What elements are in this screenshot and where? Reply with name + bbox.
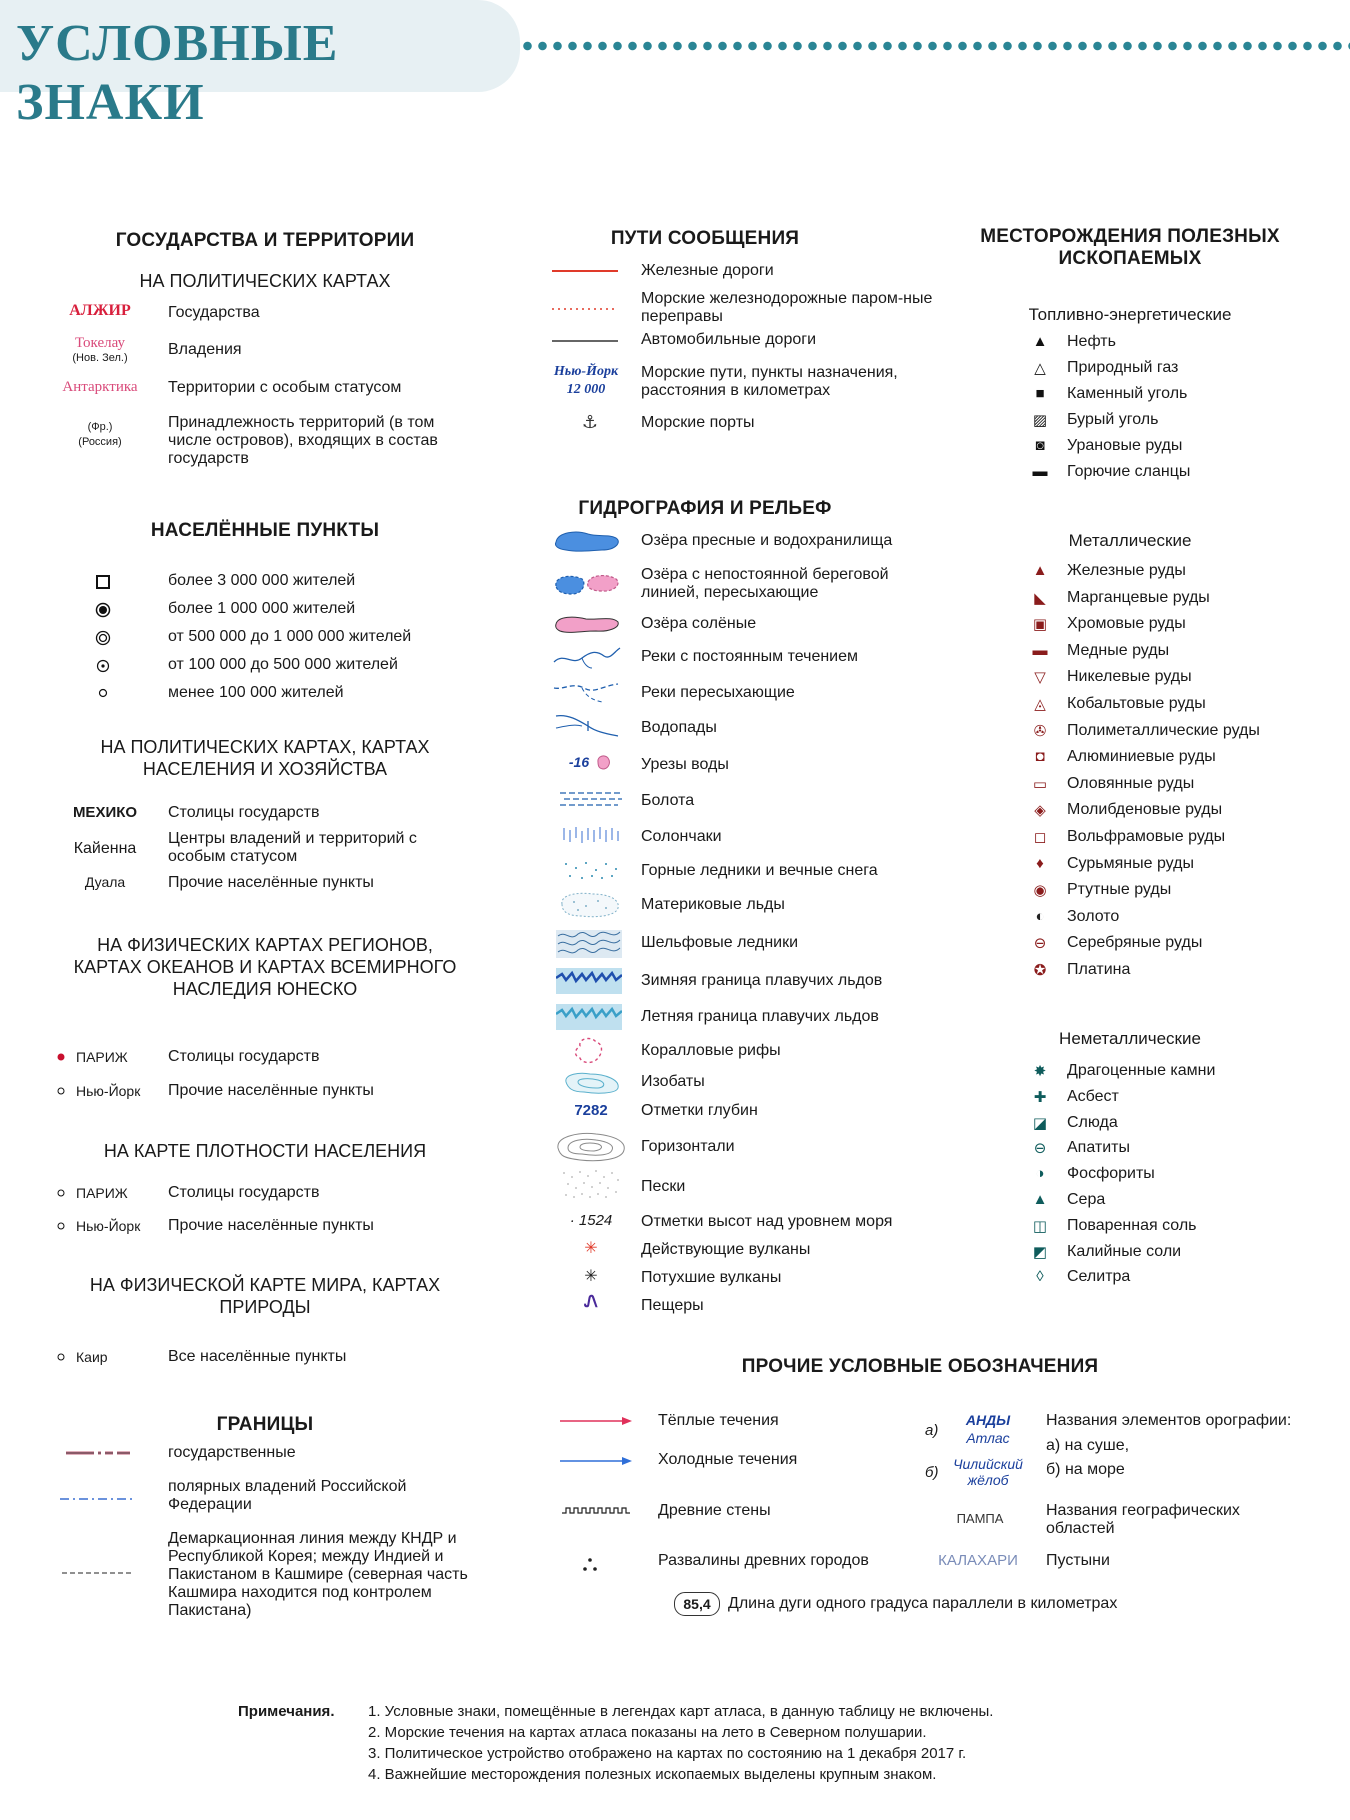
mineral-icon: ▬ xyxy=(1032,641,1048,659)
density-town-label: Прочие населённые пункты xyxy=(168,1217,374,1234)
glacier-icon xyxy=(560,858,622,882)
density-capital-label: Столицы государств xyxy=(168,1184,320,1201)
port-label: Морские порты xyxy=(641,414,755,431)
mineral-icon: ▽ xyxy=(1034,669,1046,687)
density-town-icon xyxy=(56,1221,66,1231)
contour-icon xyxy=(554,1130,628,1164)
settlement-label: более 3 000 000 жителей xyxy=(168,572,356,589)
density-town-sample: Нью-Йорк xyxy=(76,1218,141,1234)
hydro-label: Озёра пресные и водохранилища xyxy=(641,532,893,549)
mineral-label: Никелевые руды xyxy=(1067,668,1192,686)
hydro-label: Шельфовые ледники xyxy=(641,934,799,951)
mineral-icon: ✚ xyxy=(1033,1088,1047,1106)
hydro-label: Отметки высот над уровнем моря xyxy=(641,1213,893,1230)
anchor-icon: ⚓ xyxy=(581,412,599,432)
border-state-label: государственные xyxy=(168,1444,296,1461)
ancient-wall-label: Древние стены xyxy=(658,1502,771,1519)
capital-label: Столицы государств xyxy=(168,804,320,821)
orography-b-marker: б) xyxy=(925,1464,939,1481)
depth-mark-sample: 7282 xyxy=(574,1102,608,1119)
capital-sample: МЕХИКО xyxy=(72,804,138,821)
orography-sea-sample: Чилийский xyxy=(953,1456,1023,1472)
mineral-label: Вольфрамовые руды xyxy=(1067,828,1226,845)
mineral-icon: ◫ xyxy=(1032,1217,1048,1235)
world-map-heading: НА ФИЗИЧЕСКОЙ КАРТЕ МИРА, КАРТАХ ПРИРОДЫ xyxy=(89,1275,441,1317)
mineral-label: Фосфориты xyxy=(1067,1165,1155,1183)
borders-heading: ГРАНИЦЫ xyxy=(216,1414,314,1435)
hydro-label: Озёра с непостоянной береговой линией, пересыхающие xyxy=(641,566,889,601)
hydro-label: Озёра солёные xyxy=(641,615,757,632)
title-banner xyxy=(0,0,520,131)
affiliation-label: Принадлежность территорий (в том числе островов), входящих в состав государств xyxy=(168,414,438,467)
world-town-sample: Каир xyxy=(76,1349,108,1365)
settlement-label: менее 100 000 жителей xyxy=(168,684,344,701)
physical-town-label: Прочие населённые пункты xyxy=(168,1082,374,1099)
territory-center-label: Центры владений и территорий с особым статусом xyxy=(168,830,417,865)
mineral-icon: ◘ xyxy=(1035,748,1045,766)
hydro-label: Пески xyxy=(641,1178,686,1195)
mineral-label: Серебряные руды xyxy=(1067,934,1203,952)
other-settlement-label: Прочие населённые пункты xyxy=(168,874,374,891)
hydro-label: Пещеры xyxy=(641,1297,704,1314)
mineral-label: Сурьмяные руды xyxy=(1067,854,1194,872)
polar-border-line xyxy=(60,1494,132,1504)
physical-capital-sample: ПАРИЖ xyxy=(76,1049,128,1065)
affiliation-sample-2: (Россия) xyxy=(78,436,122,448)
winter-ice-icon xyxy=(556,968,622,994)
salt-lake-icon xyxy=(552,612,622,636)
railway-label: Железные дороги xyxy=(641,262,774,279)
mineral-icon: ◬ xyxy=(1034,696,1046,713)
water-level-icon xyxy=(594,752,614,772)
sea-route-label: Морские пути, пункты назначения, расстояния в километрах xyxy=(641,364,898,399)
arc-length-badge: 85,4 xyxy=(674,1592,720,1616)
waterfall-icon xyxy=(552,710,622,740)
active-volcano-icon: ✳ xyxy=(584,1240,598,1257)
mineral-label: Золото xyxy=(1067,907,1120,925)
fuel-heading: Топливно-энергетические xyxy=(1028,305,1232,324)
world-town-icon xyxy=(56,1352,66,1362)
road-label: Автомобильные дороги xyxy=(641,331,817,348)
orography-sea-sample-2: жёлоб xyxy=(967,1472,1009,1488)
mineral-icon: ✪ xyxy=(1033,962,1047,979)
note-item: 3. Политическое устройство отображено на картах по состоянию на 1 декабря 2017 г. xyxy=(368,1745,967,1762)
mineral-icon: ▲ xyxy=(1032,1191,1048,1208)
mineral-label: Марганцевые руды xyxy=(1067,588,1210,606)
dependency-label: Владения xyxy=(168,341,242,358)
mineral-label: Оловянные руды xyxy=(1067,774,1195,792)
hydro-label: Потухшие вулканы xyxy=(641,1269,782,1286)
salt-marsh-icon xyxy=(560,824,622,846)
mineral-icon: ◩ xyxy=(1032,1243,1048,1261)
circle-1m-icon xyxy=(95,602,111,618)
orography-label: Названия элементов орографии: xyxy=(1046,1412,1292,1429)
mineral-icon: ♦ xyxy=(1036,854,1044,872)
settlement-label: более 1 000 000 жителей xyxy=(168,600,356,617)
settlement-label: от 100 000 до 500 000 жителей xyxy=(168,656,398,673)
mineral-icon: ▣ xyxy=(1032,616,1048,634)
hydro-label: Действующие вулканы xyxy=(641,1241,811,1258)
mineral-label: Слюда xyxy=(1067,1113,1118,1131)
mineral-icon: ▨ xyxy=(1032,412,1048,429)
warm-current-label: Тёплые течения xyxy=(658,1412,779,1429)
ferry-line xyxy=(552,306,618,312)
note-item: 2. Морские течения на картах атласа показаны на лето в Северном полушарии. xyxy=(368,1724,927,1741)
mineral-icon: ◑ xyxy=(1035,1165,1045,1183)
desert-sample: КАЛАХАРИ xyxy=(938,1552,1018,1569)
note-item: 1. Условные знаки, помещённые в легендах карт атласа, в данную таблицу не включены. xyxy=(368,1703,994,1720)
ferry-label: Морские железнодорожные паром-ные переправы xyxy=(641,290,933,325)
settlements-heading: НАСЕЛЁННЫЕ ПУНКТЫ xyxy=(150,520,380,541)
cold-current-label: Холодные течения xyxy=(658,1451,798,1468)
fresh-lake-icon xyxy=(552,528,622,554)
hydro-heading: ГИДРОГРАФИЯ И РЕЛЬЕФ xyxy=(578,498,832,519)
state-label: Государства xyxy=(168,304,260,321)
mineral-label: Горючие сланцы xyxy=(1067,463,1191,480)
ancient-wall-icon xyxy=(562,1504,630,1516)
orography-land-sample-2: Атлас xyxy=(966,1430,1010,1446)
mineral-icon: ◉ xyxy=(1033,882,1047,900)
ruins-label: Развалины древних городов xyxy=(658,1552,869,1569)
mineral-label: Алюминиевые руды xyxy=(1067,748,1216,766)
mineral-label: Драгоценные камни xyxy=(1067,1062,1216,1079)
swamp-icon xyxy=(560,790,622,810)
dotted-rule xyxy=(520,40,1350,52)
density-capital-icon xyxy=(56,1188,66,1198)
hydro-label: Отметки глубин xyxy=(641,1102,758,1119)
hydro-label: Изобаты xyxy=(641,1073,705,1090)
state-sample: АЛЖИР xyxy=(69,302,131,319)
mineral-label: Сера xyxy=(1067,1191,1106,1208)
cold-current-arrow xyxy=(560,1456,632,1466)
states-heading: ГОСУДАРСТВА И ТЕРРИТОРИИ xyxy=(115,230,415,251)
mineral-icon: ◣ xyxy=(1034,589,1046,607)
mineral-label: Железные руды xyxy=(1067,562,1186,579)
mineral-icon: ◪ xyxy=(1032,1114,1048,1132)
sea-route-sample: Нью-Йорк xyxy=(553,364,619,379)
mineral-label: Нефть xyxy=(1067,333,1116,350)
mineral-icon: ◙ xyxy=(1035,437,1045,454)
mineral-icon: ◊ xyxy=(1036,1268,1044,1286)
physical-town-sample: Нью-Йорк xyxy=(76,1083,141,1099)
demarcation-line xyxy=(62,1570,132,1576)
road-line xyxy=(552,338,618,344)
elevation-mark-sample: · 1524 xyxy=(569,1212,613,1229)
ice-shelf-icon xyxy=(556,928,622,960)
hydro-label: Реки пересыхающие xyxy=(641,684,795,701)
settlement-label: от 500 000 до 1 000 000 жителей xyxy=(168,628,412,645)
density-capital-sample: ПАРИЖ xyxy=(76,1185,128,1201)
page-title: УСЛОВНЫЕ ЗНАКИ xyxy=(16,15,339,131)
hydro-label: Зимняя граница плавучих льдов xyxy=(641,972,883,989)
mineral-icon: ⊖ xyxy=(1033,1140,1047,1158)
ice-sheet-icon xyxy=(556,890,622,920)
river-icon xyxy=(552,644,622,670)
square-3m-icon xyxy=(96,575,110,589)
mineral-label: Апатиты xyxy=(1067,1139,1130,1157)
border-polar-label: полярных владений Российской Федерации xyxy=(168,1478,407,1513)
dependency-sample: Токелау xyxy=(75,335,125,351)
water-level-sample: -16 xyxy=(568,754,590,770)
mineral-label: Ртутные руды xyxy=(1067,881,1172,899)
world-town-label: Все населённые пункты xyxy=(168,1348,347,1365)
mineral-label: Калийные соли xyxy=(1067,1242,1182,1260)
physical-capital-label: Столицы государств xyxy=(168,1048,320,1065)
dependency-owner-sample: (Нов. Зел.) xyxy=(72,352,128,364)
dry-river-icon xyxy=(552,678,622,706)
orography-a-marker: а) xyxy=(925,1422,939,1439)
town-circle-icon xyxy=(56,1086,66,1096)
orography-label-sea: б) на море xyxy=(1046,1461,1125,1478)
nonmetal-heading: Неметаллические xyxy=(1059,1029,1201,1048)
mineral-label: Бурый уголь xyxy=(1067,411,1159,428)
mineral-label: Полиметаллические руды xyxy=(1067,721,1260,739)
hydro-label: Реки с постоянным течением xyxy=(641,648,859,665)
mineral-icon: ▲ xyxy=(1032,333,1048,350)
mineral-icon: ◐ xyxy=(1035,907,1045,925)
mineral-label: Поваренная соль xyxy=(1067,1216,1197,1234)
orography-land-sample: АНДЫ xyxy=(965,1412,1011,1428)
isobath-icon xyxy=(560,1070,622,1096)
hydro-label: Солончаки xyxy=(641,828,722,845)
extinct-volcano-icon: ✳ xyxy=(584,1268,598,1285)
border-demarcation-label: Демаркационная линия между КНДР и Республикой Корея; между Индией и Пакистаном в Кашмире (северная часть Кашмира находится под контролем Пакистана) xyxy=(168,1530,468,1619)
mineral-icon: ◻ xyxy=(1033,829,1047,846)
mineral-icon: ◈ xyxy=(1034,802,1046,820)
summer-ice-icon xyxy=(556,1004,622,1030)
orography-label-land: а) на суше, xyxy=(1046,1437,1130,1454)
mineral-icon: ▭ xyxy=(1032,775,1048,793)
mineral-label: Асбест xyxy=(1067,1087,1119,1105)
desert-label: Пустыни xyxy=(1046,1552,1110,1569)
circle-small-icon xyxy=(98,688,108,698)
mineral-label: Природный газ xyxy=(1067,359,1179,376)
coral-reef-icon xyxy=(572,1036,606,1066)
mineral-label: Медные руды xyxy=(1067,641,1170,659)
states-subheading: НА ПОЛИТИЧЕСКИХ КАРТАХ xyxy=(139,271,391,291)
special-territory-label: Территории с особым статусом xyxy=(168,379,402,396)
mineral-label: Каменный уголь xyxy=(1067,385,1188,402)
density-heading: НА КАРТЕ ПЛОТНОСТИ НАСЕЛЕНИЯ xyxy=(103,1141,427,1161)
political-maps-heading: НА ПОЛИТИЧЕСКИХ КАРТАХ, КАРТАХ НАСЕЛЕНИЯ И ХОЗЯЙСТВА xyxy=(100,737,430,779)
arc-length-label: Длина дуги одного градуса параллели в километрах xyxy=(728,1595,1118,1612)
mineral-icon: ▲ xyxy=(1032,562,1048,579)
affiliation-sample-1: (Фр.) xyxy=(87,421,113,433)
sand-icon xyxy=(560,1168,622,1200)
hydro-label: Горные ледники и вечные снега xyxy=(641,862,878,879)
geo-area-label: Названия географических областей xyxy=(1046,1502,1240,1537)
territory-center-sample: Кайенна xyxy=(73,840,137,857)
mineral-icon: ■ xyxy=(1035,385,1045,402)
mineral-icon: ▬ xyxy=(1032,463,1048,480)
note-item: 4. Важнейшие месторождения полезных ископаемых выделены крупным знаком. xyxy=(368,1766,937,1783)
cave-icon: Ꮑ xyxy=(584,1294,598,1311)
special-territory-sample: Антарктика xyxy=(62,379,138,395)
warm-current-arrow xyxy=(560,1416,632,1426)
other-settlement-sample: Дуала xyxy=(84,874,126,890)
circle-500k-icon xyxy=(95,630,111,646)
metal-heading: Металлические xyxy=(1068,531,1192,550)
state-border-line xyxy=(66,1448,130,1458)
mineral-label: Молибденовые руды xyxy=(1067,801,1223,819)
hydro-label: Материковые льды xyxy=(641,896,785,913)
ruins-icon xyxy=(580,1556,600,1574)
hydro-label: Летняя граница плавучих льдов xyxy=(641,1008,879,1025)
physical-maps-heading: НА ФИЗИЧЕСКИХ КАРТАХ РЕГИОНОВ, КАРТАХ ОКЕАНОВ И КАРТАХ ВСЕМИРНОГО НАСЛЕДИЯ ЮНЕСКО xyxy=(73,935,457,999)
mineral-label: Селитра xyxy=(1067,1268,1131,1286)
hydro-label: Водопады xyxy=(641,719,717,736)
railway-line xyxy=(552,268,618,274)
mineral-icon: ⊖ xyxy=(1033,935,1047,953)
mineral-icon: ✇ xyxy=(1033,722,1047,740)
circle-100k-icon xyxy=(96,659,110,673)
sea-route-distance: 12 000 xyxy=(566,382,606,397)
transport-heading: ПУТИ СООБЩЕНИЯ xyxy=(610,228,800,249)
mineral-label: Урановые руды xyxy=(1067,437,1183,454)
seasonal-lake-icon xyxy=(552,570,622,598)
mineral-label: Платина xyxy=(1067,961,1131,978)
hydro-label: Урезы воды xyxy=(641,756,729,773)
mineral-label: Кобальтовые руды xyxy=(1067,695,1206,712)
geo-area-sample: ПАМПА xyxy=(956,1511,1004,1526)
hydro-label: Горизонтали xyxy=(641,1138,735,1155)
capital-dot-icon xyxy=(56,1052,66,1062)
hydro-label: Коралловые рифы xyxy=(641,1042,781,1059)
mineral-label: Хромовые руды xyxy=(1067,615,1186,633)
mineral-icon: ✸ xyxy=(1033,1063,1047,1080)
minerals-heading: МЕСТОРОЖДЕНИЯ ПОЛЕЗНЫХ ИСКОПАЕМЫХ xyxy=(980,226,1280,269)
mineral-icon: △ xyxy=(1034,360,1046,377)
hydro-label: Болота xyxy=(641,792,695,809)
other-heading: ПРОЧИЕ УСЛОВНЫЕ ОБОЗНАЧЕНИЯ xyxy=(741,1356,1099,1377)
notes-title: Примечания. xyxy=(238,1703,335,1720)
